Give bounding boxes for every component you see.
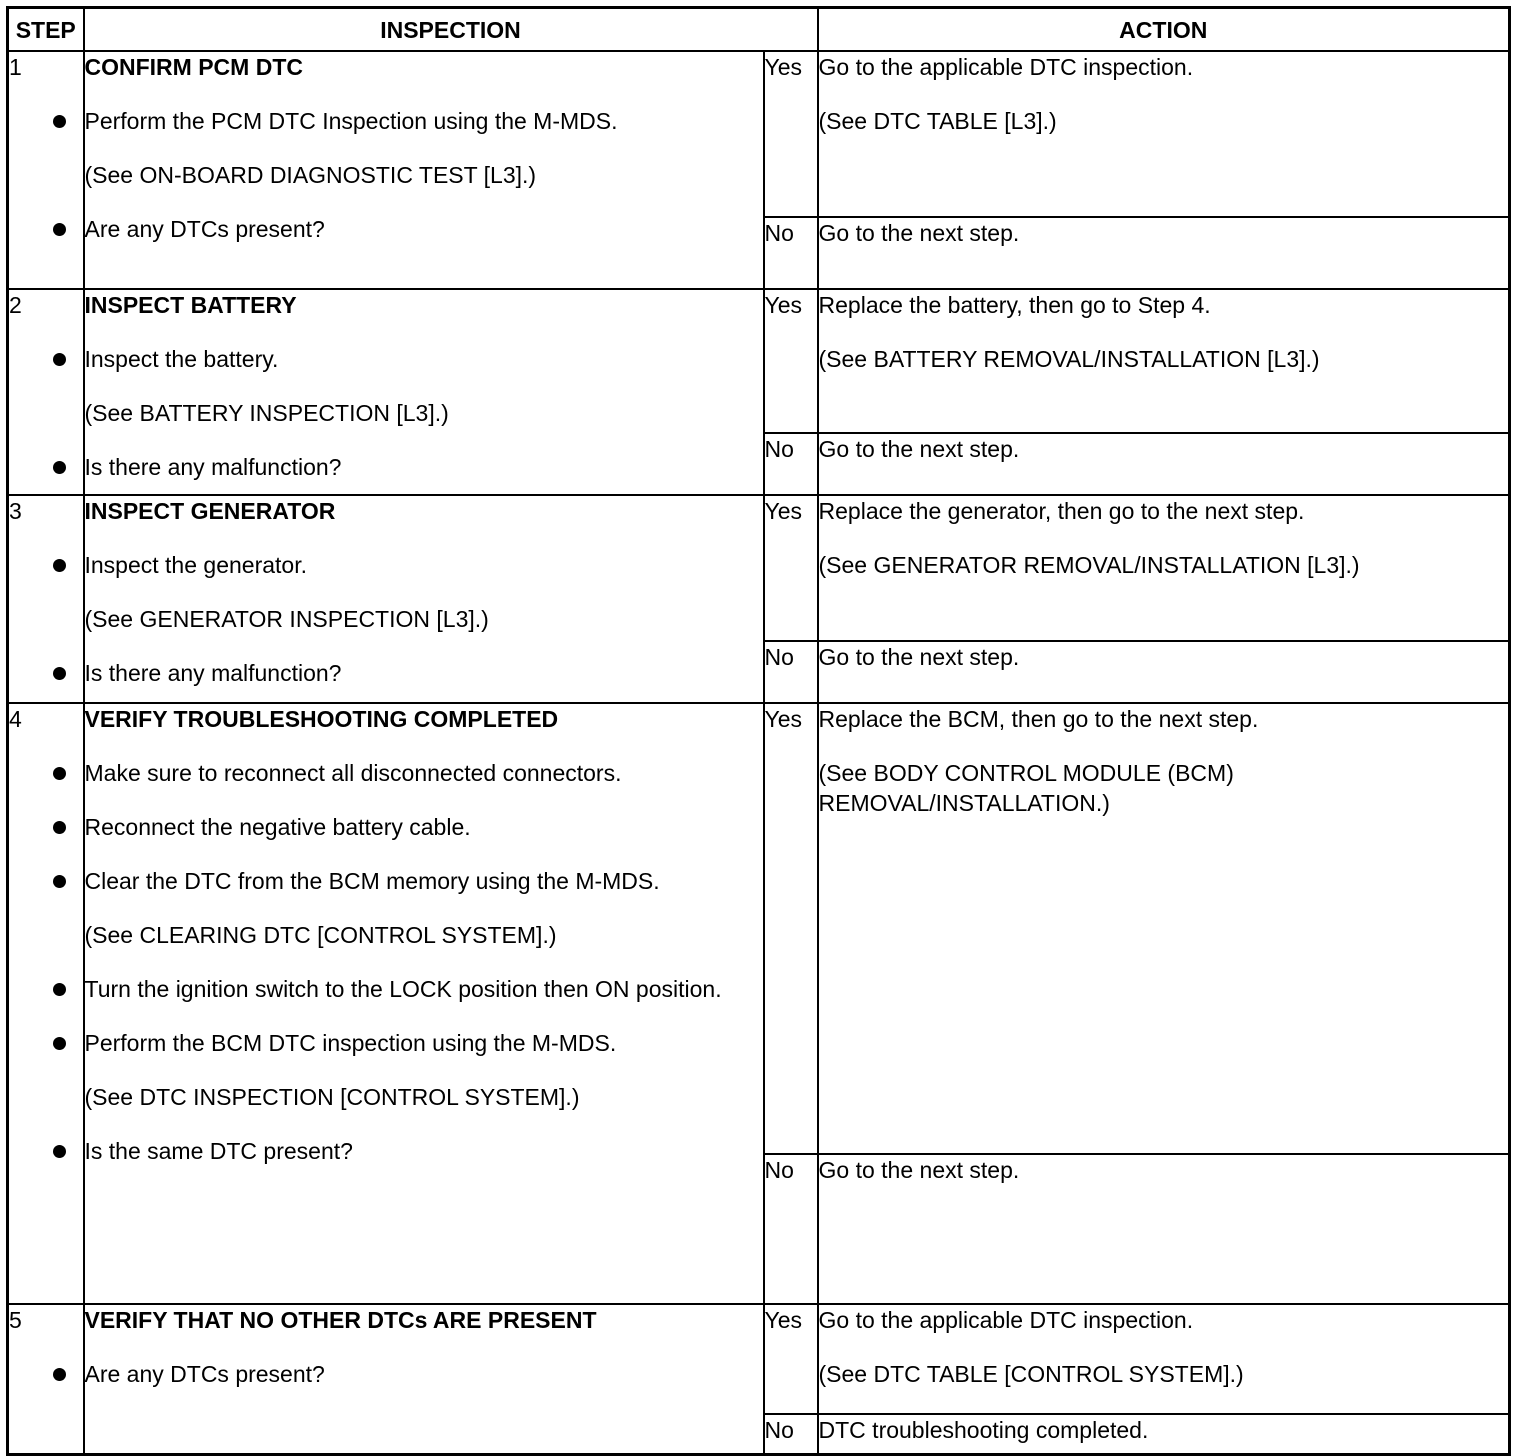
inspection-title: VERIFY TROUBLESHOOTING COMPLETED	[84, 706, 559, 732]
inspection-reference: (See DTC INSPECTION [CONTROL SYSTEM].)	[84, 1084, 580, 1110]
inspection-bullet-item: Clear the DTC from the BCM memory using the M-MDS.	[85, 866, 763, 896]
header-inspection: INSPECTION	[84, 8, 818, 52]
inspection-reference: (See BATTERY INSPECTION [L3].)	[84, 400, 449, 426]
action-line: Go to the applicable DTC inspection.	[818, 54, 1194, 80]
no-label: No	[764, 1414, 818, 1454]
action-line: Go to the next step.	[818, 644, 1020, 670]
table-row	[8, 289, 1510, 433]
yes-label: Yes	[764, 1304, 818, 1414]
table-row	[8, 495, 1510, 641]
inspection-bullet-item: Inspect the battery.	[85, 344, 763, 374]
action-line: Go to the next step.	[818, 436, 1020, 462]
inspection-title: VERIFY THAT NO OTHER DTCs ARE PRESENT	[84, 1307, 597, 1333]
inspection-reference: (See ON-BOARD DIAGNOSTIC TEST [L3].)	[84, 162, 537, 188]
yes-label: Yes	[764, 495, 818, 641]
no-label: No	[764, 433, 818, 495]
step-number: 4	[8, 703, 84, 1304]
action-line: Replace the BCM, then go to the next step.	[818, 706, 1259, 732]
yes-action	[818, 289, 1510, 433]
action-line: (See DTC TABLE [L3].)	[818, 108, 1057, 134]
action-line: Replace the generator, then go to the next step.	[818, 498, 1305, 524]
action-line: Go to the next step.	[818, 220, 1020, 246]
inspection-bullet-item: Turn the ignition switch to the LOCK position then ON position.	[85, 974, 763, 1004]
inspection-bullet-item: Perform the PCM DTC Inspection using the M-MDS.	[85, 106, 763, 136]
inspection-bullet-item: Is the same DTC present?	[85, 1136, 763, 1166]
action-line: Go to the next step.	[818, 1157, 1020, 1183]
action-line: Replace the battery, then go to Step 4.	[818, 292, 1211, 318]
inspection-bullet-item: Make sure to reconnect all disconnected connectors.	[85, 758, 763, 788]
step-number: 3	[8, 495, 84, 703]
inspection-bullet-item: Are any DTCs present?	[85, 1359, 763, 1389]
inspection-bullet-item: Perform the BCM DTC inspection using the M-MDS.	[85, 1028, 763, 1058]
inspection-cell	[84, 703, 764, 1304]
inspection-bullet-item: Are any DTCs present?	[85, 214, 763, 244]
no-action	[818, 1414, 1510, 1454]
yes-action	[818, 703, 1510, 1154]
inspection-cell	[84, 289, 764, 495]
inspection-reference: (See GENERATOR INSPECTION [L3].)	[84, 606, 489, 632]
table-body	[8, 51, 1510, 1454]
yes-label: Yes	[764, 51, 818, 217]
action-line: (See BODY CONTROL MODULE (BCM) REMOVAL/INSTALLATION.)	[818, 760, 1234, 816]
no-action	[818, 217, 1510, 289]
yes-label: Yes	[764, 289, 818, 433]
inspection-cell	[84, 495, 764, 703]
action-line: DTC troubleshooting completed.	[818, 1417, 1149, 1443]
yes-action	[818, 51, 1510, 217]
no-action	[818, 433, 1510, 495]
table-row	[8, 1304, 1510, 1414]
header-step: STEP	[8, 8, 84, 52]
inspection-bullet-item: Inspect the generator.	[85, 550, 763, 580]
inspection-title: CONFIRM PCM DTC	[84, 54, 303, 80]
yes-label: Yes	[764, 703, 818, 1154]
step-number: 5	[8, 1304, 84, 1454]
inspection-bullet-item: Reconnect the negative battery cable.	[85, 812, 763, 842]
table-row	[8, 703, 1510, 1154]
no-label: No	[764, 217, 818, 289]
action-line: Go to the applicable DTC inspection.	[818, 1307, 1194, 1333]
no-label: No	[764, 1154, 818, 1304]
action-line: (See GENERATOR REMOVAL/INSTALLATION [L3].)	[818, 552, 1360, 578]
inspection-reference: (See CLEARING DTC [CONTROL SYSTEM].)	[84, 922, 557, 948]
step-number: 2	[8, 289, 84, 495]
inspection-title: INSPECT BATTERY	[84, 292, 297, 318]
yes-action	[818, 495, 1510, 641]
no-action	[818, 641, 1510, 703]
step-number: 1	[8, 51, 84, 289]
yes-action	[818, 1304, 1510, 1414]
inspection-cell	[84, 51, 764, 289]
table-row	[8, 51, 1510, 217]
inspection-title: INSPECT GENERATOR	[84, 498, 336, 524]
inspection-cell	[84, 1304, 764, 1454]
no-action	[818, 1154, 1510, 1304]
action-line: (See BATTERY REMOVAL/INSTALLATION [L3].)	[818, 346, 1320, 372]
inspection-bullet-item: Is there any malfunction?	[85, 658, 763, 688]
no-label: No	[764, 641, 818, 703]
header-action: ACTION	[818, 8, 1510, 52]
header-row	[8, 8, 1510, 52]
inspection-bullet-item: Is there any malfunction?	[85, 452, 763, 482]
action-line: (See DTC TABLE [CONTROL SYSTEM].)	[818, 1361, 1244, 1387]
diagnostic-table	[6, 6, 1511, 1456]
